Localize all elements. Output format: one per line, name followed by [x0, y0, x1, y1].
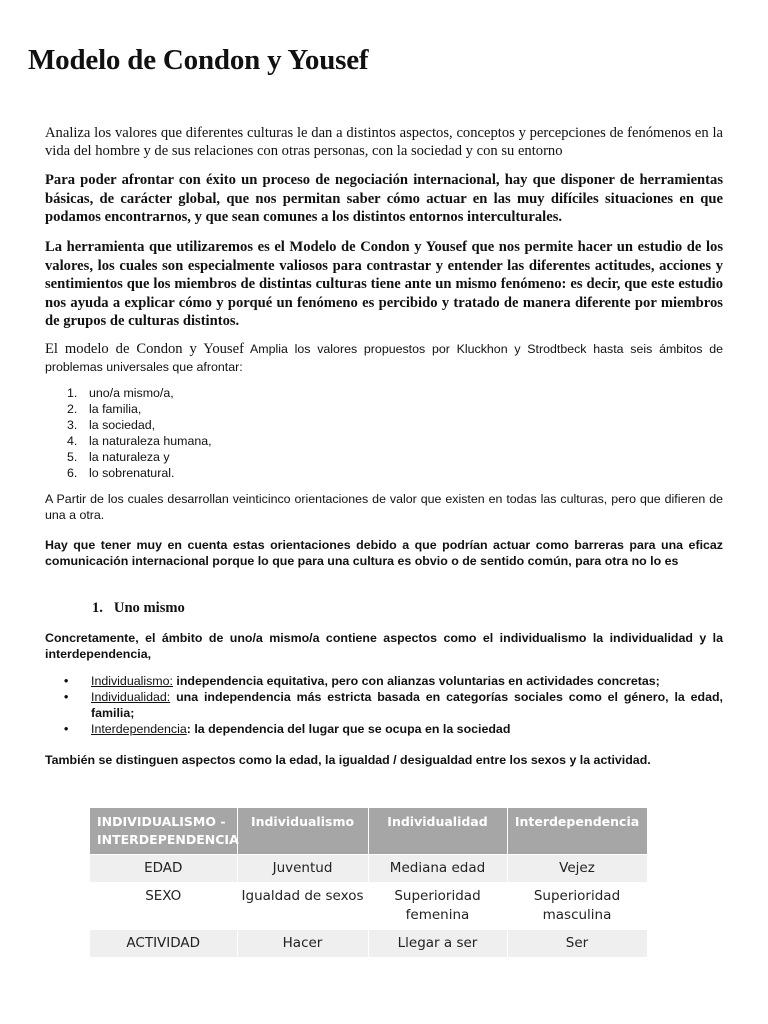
table-cell: Mediana edad	[368, 855, 507, 883]
ambitos-list	[45, 385, 212, 481]
also-paragraph: También se distinguen aspectos como la edad, la igualdad / desigualdad entre los sexos y la actividad.	[45, 753, 651, 767]
table-header-row	[90, 808, 647, 855]
barriers-paragraph: Hay que tener muy en cuenta estas orientaciones debido a que podrían actuar como barreras para una eficaz comunicación internacional porque lo que para una cultura es obvio o de sentido común, para otra no lo es	[45, 538, 723, 568]
aspects-bullet-list	[45, 673, 723, 737]
table-cell: Vejez	[507, 855, 647, 883]
list-item: 5. la naturaleza y	[67, 450, 170, 464]
model-paragraph-rest: Amplia los valores propuestos por Kluckhon y Strodtbeck hasta seis ámbitos de problemas universales que afrontar:	[45, 342, 724, 374]
list-item: • Individualismo: independencia equitativa, pero con alianzas voluntarias en actividades concretas;	[64, 674, 660, 688]
section-heading	[92, 600, 185, 617]
bullet-icon: •	[64, 674, 69, 688]
table-cell: Superioridad masculina	[507, 883, 647, 930]
bullet-icon: •	[64, 722, 69, 736]
page-title: Modelo de Condon y Yousef	[28, 44, 369, 76]
list-item: 2. la familia,	[67, 402, 142, 416]
table-cell: Llegar a ser	[368, 930, 507, 958]
tool-paragraph: La herramienta que utilizaremos es el Modelo de Condon y Yousef que nos permite hacer un estudio de los valores, los cuales son especialmente valiosos para contrastar y entender las diferentes actitudes, acciones y sentimientos que los miembros de distintas culturas tiene ante un mismo fenómeno: es decir, que este estudio nos ayuda a explicar cómo y porqué un fenómeno es percibido y tratado de manera diferente por miembros de grupos de culturas distintos.	[45, 239, 723, 329]
section-heading-text: Uno mismo	[113, 600, 185, 616]
list-item: • Individualidad: una independencia más estricta basada en categorías sociales como el género, la edad, familia;	[64, 690, 723, 720]
list-item: • Interdependencia: la dependencia del lugar que se ocupa en la sociedad	[64, 722, 511, 736]
bullet-term: Individualidad:	[91, 690, 171, 704]
list-item: 1. uno/a mismo/a,	[67, 386, 174, 400]
table-row	[90, 883, 647, 930]
table-cell: Juventud	[237, 855, 368, 883]
values-table	[90, 808, 648, 958]
orientations-paragraph: A Partir de los cuales desarrollan veinticinco orientaciones de valor que existen en todas las culturas, pero que difieren de una a otra.	[45, 492, 723, 522]
table-cell: Superioridad femenina	[368, 883, 507, 930]
table-cell: Ser	[507, 930, 647, 958]
bullet-icon: •	[64, 690, 69, 704]
table-header-cell: Individualismo	[237, 808, 368, 855]
intro-paragraph: Analiza los valores que diferentes culturas le dan a distintos aspectos, conceptos y percepciones de fenómenos en la vida del hombre y de sus relaciones con otras personas, con la sociedad y con su entorno	[45, 125, 723, 159]
list-item: 3. la sociedad,	[67, 418, 156, 432]
table-row	[90, 930, 647, 958]
list-item: 6. lo sobrenatural.	[67, 466, 175, 480]
negotiation-paragraph: Para poder afrontar con éxito un proceso de negociación internacional, hay que disponer de herramientas básicas, de carácter global, que nos permitan saber cómo actuar en las muy difíciles situaciones en que podamos encontrarnos, y que sean comunes a los distintos entornos interculturales.	[45, 172, 723, 225]
table-header-cell: Individualidad	[368, 808, 507, 855]
model-paragraph-lead: El modelo de Condon y Yousef	[45, 341, 244, 357]
table-header-cell: Interdependencia	[507, 808, 647, 855]
table-cell: EDAD	[90, 855, 237, 883]
section-heading-number: 1.	[92, 600, 103, 616]
table-row	[90, 855, 647, 883]
table-cell: Hacer	[237, 930, 368, 958]
bullet-term: Interdependencia	[91, 722, 187, 736]
model-paragraph	[45, 340, 723, 376]
bullet-term: Individualismo:	[91, 674, 173, 688]
table-header-cell: INDIVIDUALISMO - INTERDEPENDENCIA	[90, 808, 237, 855]
table-cell: ACTIVIDAD	[90, 930, 237, 958]
table-cell: SEXO	[90, 883, 237, 930]
list-item: 4. la naturaleza humana,	[67, 434, 212, 448]
scope-paragraph: Concretamente, el ámbito de uno/a mismo/a contiene aspectos como el individualismo la individualidad y la interdependencia,	[45, 631, 723, 661]
table-cell: Igualdad de sexos	[237, 883, 368, 930]
